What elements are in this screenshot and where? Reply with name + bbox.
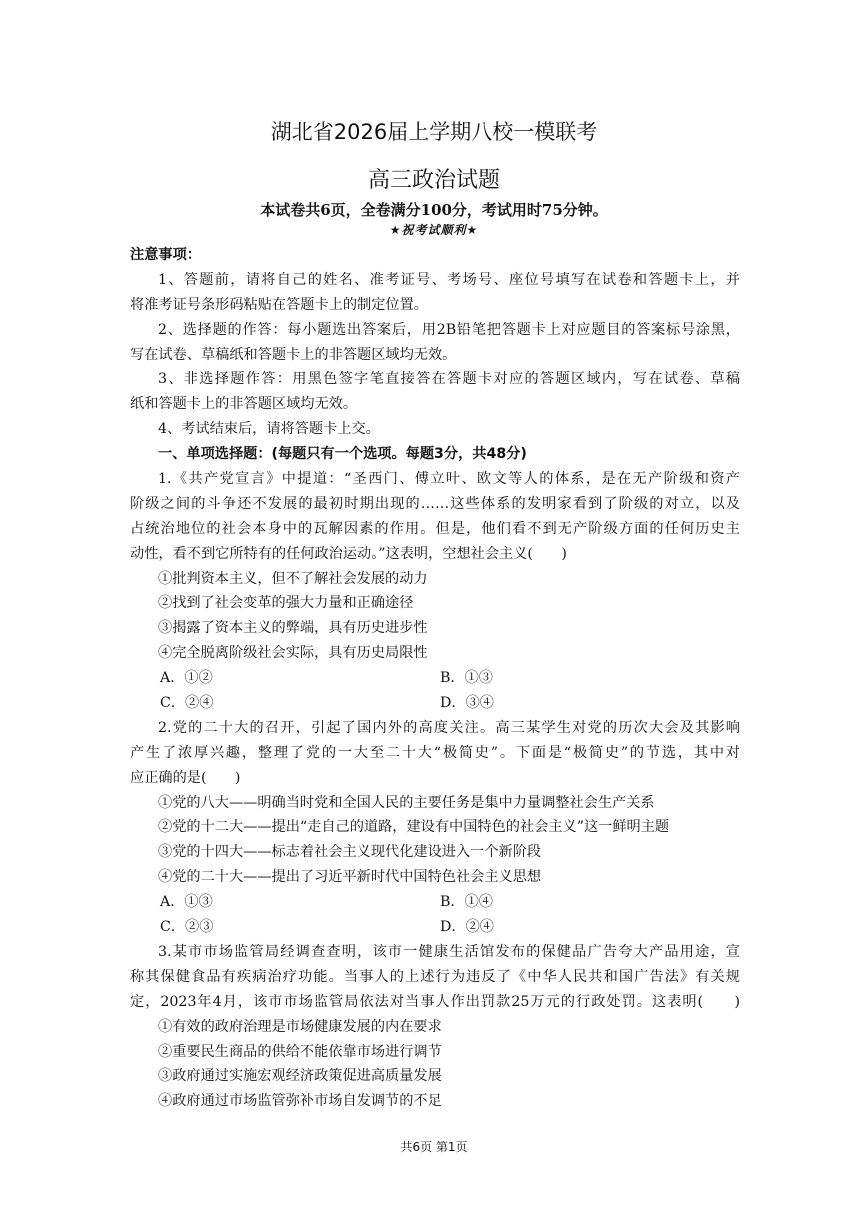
- question-2-item: ④党的二十大——提出了习近平新时代中国特色社会主义思想: [158, 869, 542, 886]
- option-c: C．②④: [160, 695, 214, 712]
- question-1-stem: 占统治地位的社会本身中的瓦解因素的作用。但是，他们看不到无产阶级方面的任何历史主: [130, 520, 740, 537]
- notice-line: 写在试卷、草稿纸和答题卡上的非答题区域均无效。: [130, 346, 457, 363]
- notice-line: 3、非选择题作答：用黑色签字笔直接答在答题卡对应的答题区域内，写在试卷、草稿: [158, 371, 740, 388]
- notice-line: 将准考证号条形码粘贴在答题卡上的制定位置。: [130, 296, 428, 313]
- option-d: D．②④: [440, 919, 494, 936]
- question-1-item: ②找到了社会变革的强大力量和正确途径: [158, 595, 414, 612]
- question-2-item: ①党的八大——明确当时党和全国人民的主要任务是集中力量调整社会生产关系: [158, 794, 655, 811]
- option-b: B．①④: [440, 894, 493, 911]
- notice-line: 1、答题前，请将自己的姓名、准考证号、考场号、座位号填写在试卷和答题卡上，并: [158, 271, 740, 288]
- exam-body: [130, 243, 740, 1114]
- question-2-stem: 产生了浓厚兴趣，整理了党的一大至二十大“极简史”。下面是“极简史”的节选，其中对: [130, 744, 740, 761]
- section-heading: 一、单项选择题：(每题只有一个选项。每题3分，共48分): [158, 446, 527, 463]
- question-2-stem: 2.党的二十大的召开，引起了国内外的高度关注。高三某学生对党的历次大会及其影响: [158, 719, 740, 736]
- question-1-item: ③揭露了资本主义的弊端，具有历史进步性: [158, 620, 428, 637]
- exam-info: 本试卷共6页，全卷满分100分，考试用时75分钟。: [260, 201, 608, 219]
- question-1-stem: 动性，看不到它所特有的任何政治运动。”这表明，空想社会主义( ): [130, 545, 567, 562]
- notice-line: 4、考试结束后，请将答题卡上交。: [158, 421, 380, 438]
- question-3-item: ④政府通过市场监管弥补市场自发调节的不足: [158, 1093, 442, 1110]
- question-3-stem: 称其保健食品有疾病治疗功能。当事人的上述行为违反了《中华人民共和国广告法》有关规: [130, 968, 740, 985]
- question-3-stem: 定，2023年4月，该市市场监管局依法对当事人作出罚款25万元的行政处罚。这表明( ): [130, 993, 740, 1010]
- question-2-item: ②党的十二大——提出“走自己的道路，建设有中国特色的社会主义”这一鲜明主题: [158, 819, 670, 836]
- question-2-stem: 应正确的是( ): [130, 769, 241, 786]
- option-b: B．①③: [440, 670, 493, 687]
- question-2-item: ③党的十四大——标志着社会主义现代化建设进入一个新阶段: [158, 844, 542, 861]
- question-1-options: [130, 666, 740, 691]
- question-2-options: [130, 890, 740, 915]
- question-3-stem: 3.某市市场监管局经调查查明，该市一健康生活馆发布的保健品广告夸大产品用途，宣: [158, 943, 740, 960]
- question-1-stem: 阶级之间的斗争还不发展的最初时期出现的……这些体系的发明家看到了阶级的对立，以及: [130, 495, 740, 512]
- question-1-options: [130, 691, 740, 716]
- question-2-options: [130, 915, 740, 940]
- question-3-item: ①有效的政府治理是市场健康发展的内在要求: [158, 1018, 442, 1035]
- notice-heading: 注意事项：: [130, 247, 201, 263]
- question-3-item: ③政府通过实施宏观经济政策促进高质量发展: [158, 1068, 442, 1085]
- page-footer: 共6页 第1页: [400, 1140, 468, 1154]
- question-1-stem: 1.《共产党宣言》中提道：“圣西门、傅立叶、欧文等人的体系，是在无产阶级和资产: [158, 471, 740, 488]
- question-1-item: ①批判资本主义，但不了解社会发展的动力: [158, 570, 428, 587]
- question-3-item: ②重要民生商品的供给不能依靠市场进行调节: [158, 1043, 442, 1060]
- notice-line: 2、选择题的作答：每小题选出答案后，用2B铅笔把答题卡上对应题目的答案标号涂黑，: [158, 321, 740, 338]
- exam-title: 湖北省2026届上学期八校一模联考: [270, 120, 598, 144]
- option-a: A．①②: [160, 670, 213, 687]
- option-c: C．②③: [160, 919, 214, 936]
- exam-subtitle: 高三政治试题: [367, 168, 500, 193]
- question-1-item: ④完全脱离阶级社会实际，具有历史局限性: [158, 645, 428, 662]
- option-d: D．③④: [440, 695, 494, 712]
- option-a: A．①③: [160, 894, 213, 911]
- exam-wish: ★祝考试顺利★: [389, 223, 479, 237]
- notice-line: 纸和答题卡上的非答题区域均无效。: [130, 396, 358, 413]
